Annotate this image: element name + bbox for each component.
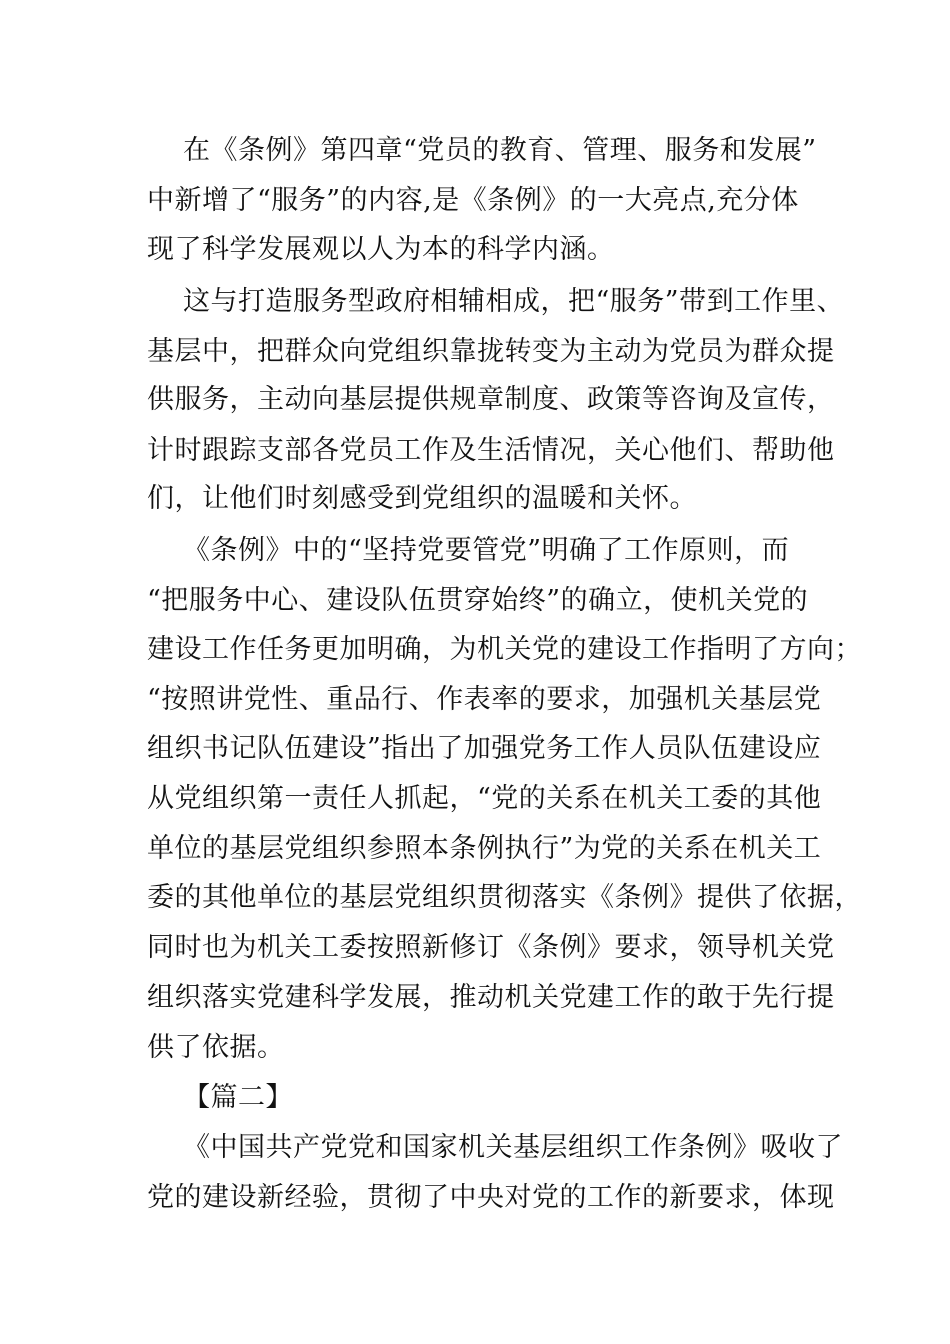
text-line: 计时跟踪支部各党员工作及生活情况，关心他们、帮助他	[147, 435, 835, 466]
text-line: 供了依据。	[147, 1032, 285, 1063]
text-line: 同时也为机关工委按照新修订《条例》要求，领导机关党	[147, 932, 835, 963]
text-line: 党的建设新经验，贯彻了中央对党的工作的新要求，体现	[147, 1182, 835, 1213]
text-line: “按照讲党性、重品行、作表率的要求，加强机关基层党	[147, 684, 822, 715]
text-line: 委的其他单位的基层党组织贯彻落实《条例》提供了依据，	[147, 882, 862, 913]
text-line: “把服务中心、建设队伍贯穿始终”的确立，使机关党的	[147, 585, 809, 616]
text-line: 在《条例》第四章“党员的教育、管理、服务和发展”	[183, 135, 817, 166]
section-heading: 【篇二】	[183, 1082, 293, 1113]
text-line: 《中国共产党党和国家机关基层组织工作条例》吸收了	[183, 1132, 843, 1163]
text-line: 组织落实党建科学发展，推动机关党建工作的敢于先行提	[147, 982, 835, 1013]
text-line: 们，让他们时刻感受到党组织的温暖和关怀。	[147, 483, 697, 514]
text-line: 中新增了“服务”的内容,是《条例》的一大亮点,充分体	[147, 185, 799, 216]
text-line: 基层中，把群众向党组织靠拢转变为主动为党员为群众提	[147, 336, 835, 367]
text-line: 从党组织第一责任人抓起，“党的关系在机关工委的其他	[147, 783, 822, 814]
text-line: 组织书记队伍建设”指出了加强党务工作人员队伍建设应	[147, 733, 822, 764]
text-line: 《条例》中的“坚持党要管党”明确了工作原则，而	[183, 535, 790, 566]
text-line: 建设工作任务更加明确，为机关党的建设工作指明了方向；	[147, 634, 862, 665]
text-line: 供服务，主动向基层提供规章制度、政策等咨询及宣传，	[147, 384, 835, 415]
text-line: 现了科学发展观以人为本的科学内涵。	[147, 234, 615, 265]
text-line: 单位的基层党组织参照本条例执行”为党的关系在机关工	[147, 833, 822, 864]
text-line: 这与打造服务型政府相辅相成，把“服务”带到工作里、	[183, 286, 845, 317]
